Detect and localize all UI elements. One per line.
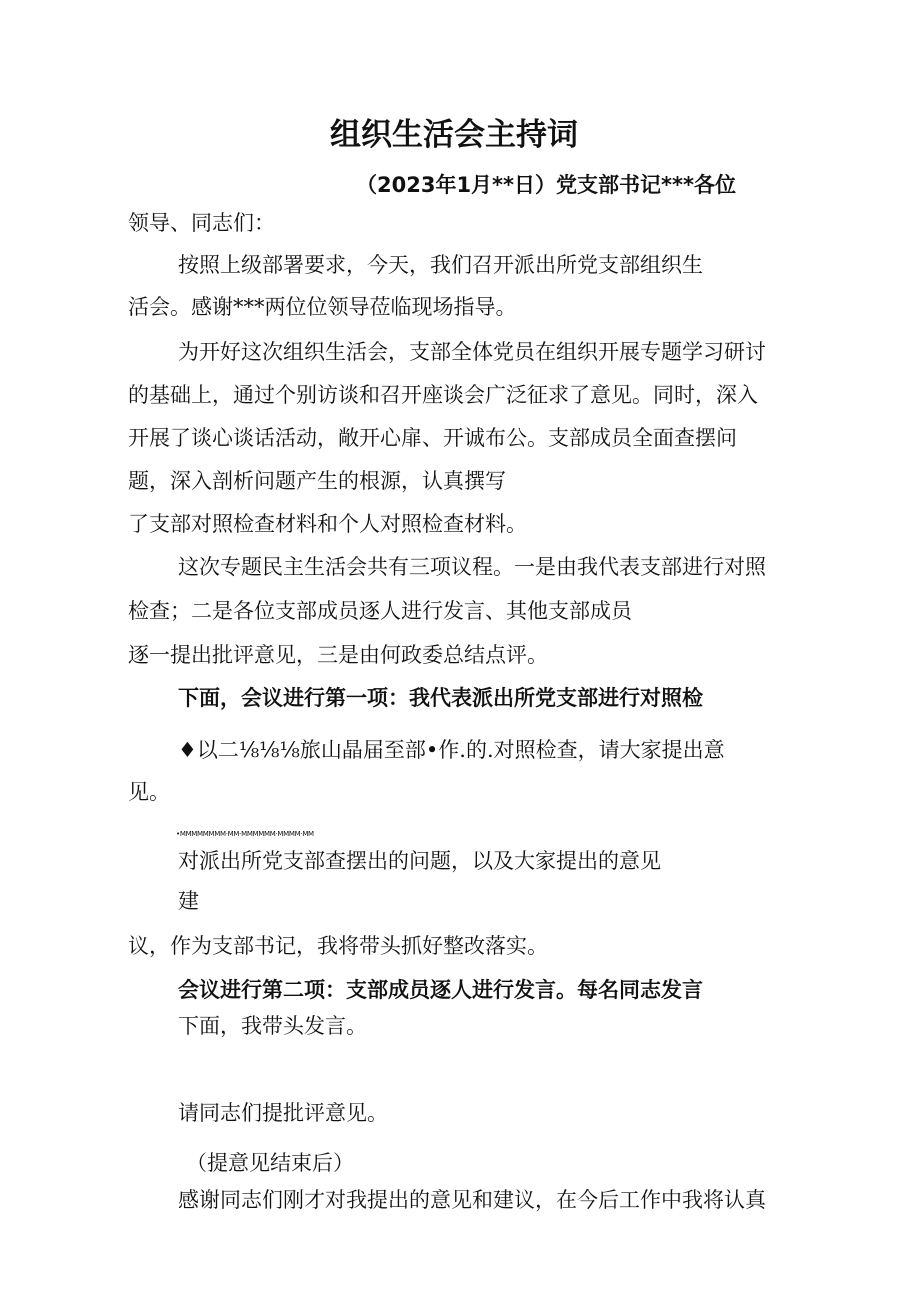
agenda-item-two: 会议进行第二项：支部成员逐人进行发言。每名同志发言 [178, 978, 703, 1002]
text-line: 领导、同志们： [128, 211, 275, 235]
text-line: 下面，我带头发言。 [178, 1014, 367, 1038]
text-line: 请同志们提批评意见。 [178, 1101, 388, 1125]
text-line: 检查；二是各位支部成员逐人进行发言、其他支部成员 [128, 599, 632, 623]
text-line: 了支部对照检查材料和个人对照检查材料。 [128, 512, 527, 536]
text-line: 对派出所党支部查摆出的问题，以及大家提出的意见 [178, 849, 661, 873]
text-line: 题，深入剖析问题产生的根源，认真撰写 [128, 469, 506, 493]
page-title: 组织生活会主持词 [330, 117, 578, 153]
text-line: 按照上级部署要求，今天，我们召开派出所党支部组织生 [178, 253, 703, 277]
text-line: 见。 [128, 780, 170, 804]
text-line: （提意见结束后） [186, 1151, 354, 1175]
agenda-item-one: 下面，会议进行第一项：我代表派出所党支部进行对照检 [178, 686, 703, 710]
text-line: 的基础上，通过个别访谈和召开座谈会广泛征求了意见。同时，深入 [128, 383, 758, 407]
text-line: 开展了谈心谈话活动，敞开心扉、开诚布公。支部成员全面查摆问 [128, 426, 737, 450]
garbled-line: •MMMMMMMM·MM·MMMMMM·MMMM·MM [176, 830, 314, 838]
text-line: 活会。感谢***两位位领导莅临现场指导。 [128, 295, 517, 319]
text-line: 感谢同志们刚才对我提出的意见和建议，在今后工作中我将认真 [178, 1188, 766, 1212]
subtitle: （2023年1月**日）党支部书记***各位 [356, 173, 736, 197]
text-line: 逐一提出批评意见，三是由何政委总结点评。 [128, 643, 548, 667]
text-line: 建 [178, 889, 199, 913]
text-line: ♦以二⅛⅛⅛旅山晶届至部•作.的.对照检查，请大家提出意 [178, 738, 725, 762]
text-line: 议，作为支部书记，我将带头抓好整改落实。 [128, 934, 548, 958]
text-line: 为开好这次组织生活会，支部全体党员在组织开展专题学习研讨 [178, 340, 766, 364]
text-line: 这次专题民主生活会共有三项议程。一是由我代表支部进行对照 [178, 555, 766, 579]
